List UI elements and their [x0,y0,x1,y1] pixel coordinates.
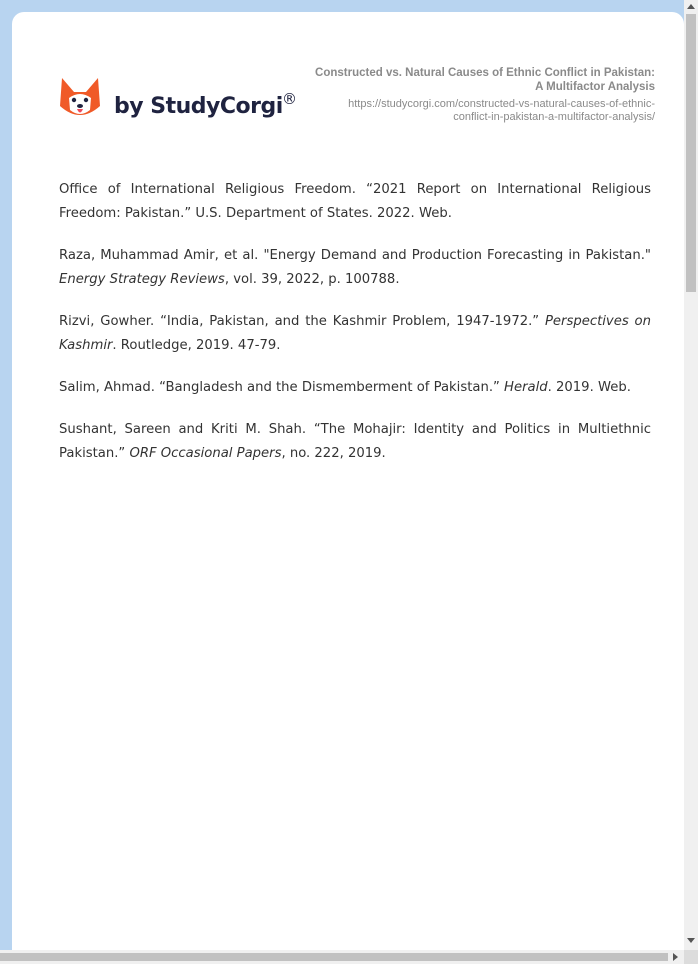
scrollbar-corner [684,950,698,964]
vertical-scroll-thumb[interactable] [686,14,696,292]
document-url[interactable]: https://studycorgi.com/constructed-vs-natural-causes-of-ethnic-conflict-in-pakistan-a-multifactor-analysis/ [348,98,655,123]
scroll-up-arrow-icon[interactable] [687,4,695,9]
reference-item: Rizvi, Gowher. “India, Pakistan, and the Kashmir Problem, 1947-1972.” Perspectives on Kashmir. Routledge, 2019. 47-79. [59,314,651,353]
corgi-icon [60,76,100,122]
reference-item: Sushant, Sareen and Kriti M. Shah. “The Mohajir: Identity and Politics in Multiethnic Pakistan.” ORF Occasional Papers, no. 222, 2019. [59,422,651,461]
vertical-scrollbar[interactable] [684,0,698,950]
horizontal-scroll-thumb[interactable] [0,953,668,961]
document-page [12,12,684,952]
studycorgi-logo[interactable] [60,76,320,136]
references-list [59,178,651,484]
logo-text: by StudyCorgi [114,94,283,119]
horizontal-scrollbar[interactable] [0,950,684,964]
scroll-right-arrow-icon[interactable] [673,953,678,961]
reference-item: Raza, Muhammad Amir, et al. "Energy Demand and Production Forecasting in Pakistan." Energy Strategy Reviews, vol. 39, 2022, p. 100788. [59,248,651,287]
registered-mark: ® [282,90,297,108]
scroll-down-arrow-icon[interactable] [687,938,695,943]
reference-item: Office of International Religious Freedom. “2021 Report on International Religious Freedom: Pakistan.” U.S. Department of States. 2022. Web. [59,182,651,221]
document-header [315,66,655,124]
reference-item: Salim, Ahmad. “Bangladesh and the Dismemberment of Pakistan.” Herald. 2019. Web. [59,380,631,395]
document-title: Constructed vs. Natural Causes of Ethnic Conflict in Pakistan: A Multifactor Analysis [315,67,655,93]
